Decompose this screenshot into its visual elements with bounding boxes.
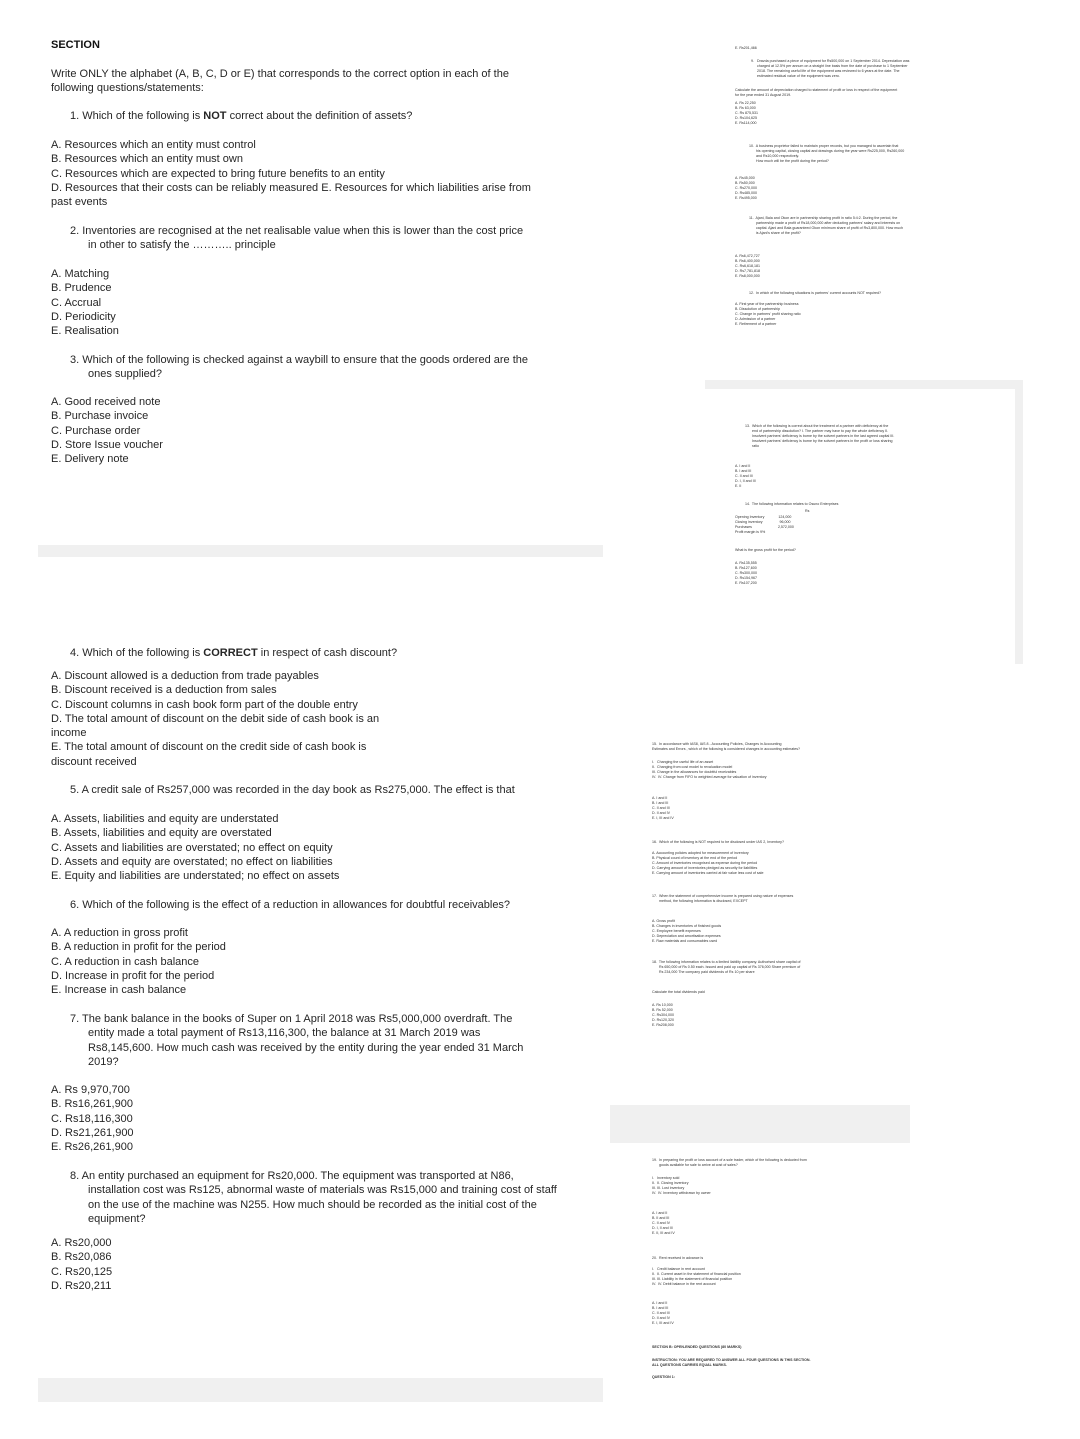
option: C. A reduction in cash balance [51,955,199,968]
question-7: 7. The bank balance in the books of Super on 1 April 2018 was Rs5,000,000 overdraft. The entity made a total payment of Rs13,116,300, the balance at 31 March 2019 was Rs8,145,600. How much cash was received by the entity during the year ended 31 March 2019? [70,1013,524,1068]
option: E. Equity and liabilities are understated; no effect on assets [51,870,340,883]
q5-options [51,812,339,883]
q20-options: A. I and II B. I and III C. II and III D. II and IV E. I, III and IV [652,1301,674,1326]
q14-data-rows: Opening Inventory 124,000 Closing inventory 96,000 Purchases 2,572,000 Profit margin is 9% [735,515,794,535]
option: D. Rs20,211 [51,1279,112,1292]
option: D. Resources that their costs can be reliably measured E. Resources for which liabilities arise from [51,181,531,194]
option: B. Discount received is a deduction from sales [51,684,277,697]
right-page-3 [610,720,910,1105]
question-18-prompt: Calculate the total dividends paid [652,990,705,994]
question-4: 4. Which of the following is CORRECT in respect of cash discount? [70,647,398,659]
option: E. Delivery note [51,453,129,466]
q8-options [51,1236,112,1293]
question-9-prompt: Calculate the amount of depreciation charged to statement of profit or loss in respect of the equipment for the year ended 31 August 2019. [735,88,898,98]
question-11: 11. Ajani, Bala and Okon are in partnership sharing profit in ratio 5:4:2. During the period, the partnership made a profit of Rs18,000,000 after deducting partners' salary and interests on capital. Ajani and Bala guaranteed Okon minimum share of profit of Rs3,800,000. How much is Ajani's share of the profit? [749,216,904,236]
section-title: SECTION [51,39,100,51]
instruction-line: Write ONLY the alphabet (A, B, C, D or E) that corresponds to the correct option in each of the [51,68,509,80]
option: B. Assets, liabilities and equity are overstated [51,827,272,840]
option: A. Assets, liabilities and equity are understated [51,813,279,825]
option: E. Increase in cash balance [51,984,187,997]
page-separator [705,380,1023,389]
option: past events [51,196,108,209]
option: A. A reduction in gross profit [51,927,188,939]
option: B. Purchase invoice [51,410,149,423]
option: C. Discount columns in cash book form part of the double entry [51,698,358,711]
question-9: 9. Dravda purchased a piece of equipment for Rs500,000 on 1 September 2014. Depreciation was charged at 12.5% per annum on a straight line basis from the date of purchase to 1 September 2018. The remaining useful life of the equipment was reviewed to 6 years at the date. The estimated residual value of the equipment was zero. [751,59,910,79]
question-14: 14. The following information relates to Osuno Enterprises [745,502,839,506]
answer-option: E. Rs201,466 [735,46,757,50]
question-13: 13. Which of the following is correct about the treatment of a partner with deficiency at the end of partnership dissolution? I. The partner may have to pay the whole deficiency II. Insolvent partners' deficiency is borne by the solvent partners in the last agreed capital III. Insolvent partners' deficiency is borne by the solvent partners in the profit or loss sharing ratio [745,424,895,449]
q16-options: A. Accounting policies adopted for measurement of inventory B. Physical count of inventory at the end of the period C. Amount of inventories recognised as expense during the period D. Carrying amount of inventories pledged as security for liabilities E. Carrying amount of inventories carried at fair value less cost of sale [652,851,764,876]
section-b-instruction: ALL QUESTIONS CARRIES EQUAL MARKS. [652,1363,727,1367]
q3-options [51,395,163,466]
option: C. Rs18,116,300 [51,1112,133,1125]
option: A. Discount allowed is a deduction from trade payables [51,670,319,682]
option: E. The total amount of discount on the credit side of cash book is [51,741,367,754]
question-1: 1. Which of the following is NOT correct about the definition of assets? [70,110,413,122]
option: B. Resources which an entity must own [51,153,243,166]
q1-options [51,138,531,209]
question-20: 20. Rent received in advance is [652,1256,704,1260]
q20-items: I. Credit balance in rent account II. II. Current asset in the statement of financial position III. III. Liability in the statement of financial position IV. IV. Debit balance in the rent account [652,1267,741,1287]
question-5: 5. A credit sale of Rs257,000 was recorded in the day book as Rs275,000. The effect is that [70,784,515,796]
option: B. Rs16,261,900 [51,1098,133,1111]
option: A. Resources which an entity must control [51,139,256,151]
option: D. The total amount of discount on the debit side of cash book is an [51,712,380,725]
page-separator [1015,380,1023,664]
option: discount received [51,755,137,768]
q19-items: I. Inventory sold II. II. Closing inventory III. III. Lost inventory IV. IV. Inventory withdrawn by owner [652,1176,711,1196]
option: C. Accrual [51,296,102,309]
q2-options [51,267,119,338]
question-2: 2. Inventories are recognised at the net realisable value when this is lower than the cost price in other to satisfy the ……….. principle [70,225,524,252]
option: C. Rs20,125 [51,1265,113,1278]
option: B. A reduction in profit for the period [51,941,226,954]
q11-options: A. Rs6,472,727 B. Rs6,400,000 C. Rs6,618,181 D. Rs7,781,818 E. Rs8,000,000 [735,254,760,279]
q13-options: A. I and II B. I and III C. II and III D. I, II and III E. II [735,464,756,489]
q18-options: A. Rs 10,000 B. Rs 52,000 C. Rs304,000 D. Rs120,320 E. Rs208,000 [652,1003,674,1028]
option: C. Assets and liabilities are overstated; no effect on equity [51,841,333,854]
option: A. Good received note [51,396,161,408]
option: D. Increase in profit for the period [51,969,215,982]
option: C. Purchase order [51,424,141,437]
q15-items: I. Changing the useful life of an asset II. Changing from cost model to revaluation model III. Change in the allowances for doubtful receivables IV. IV. Change from FIFO to weighted average for valuation of inventory [652,760,767,780]
option: income [51,727,87,740]
question-12: 12. In which of the following situations is partners' current accounts NOT required? [749,291,882,295]
q12-options: A. First year of the partnership business B. Dissolution of partnership C. Change in partners' profit sharing ratio D. Admission of a partner E. Retirement of a partner [735,302,801,327]
question-6: 6. Which of the following is the effect of a reduction in allowances for doubtful receivables? [70,899,511,911]
option: E. Rs26,261,900 [51,1141,133,1154]
q15-options: A. I and II B. I and III C. II and III D. II and IV E. I, III and IV [652,796,674,821]
option: B. Prudence [51,282,112,295]
question-18: 18. The following information relates to a limited liability company. Authorised share capital of Rs 650,000 of Rs 0.50 each. Issued and paid up capital of Rs 376,000 Share premium of Rs 234,000 The company paid dividends of Rs 10 per share [652,960,801,975]
option: A. Rs20,000 [51,1237,112,1249]
option: D. Periodicity [51,310,116,323]
instruction-line: following questions/statements: [51,82,204,94]
question-1-heading: QUESTION 1: [652,1375,675,1379]
q17-options: A. Gross profit B. Changes in inventories of finished goods C. Employee benefit expenses D. Depreciation and amortisation expenses E. Raw materials and consumables used [652,919,722,944]
question-3: 3. Which of the following is checked against a waybill to ensure that the goods ordered are the ones supplied? [70,354,528,381]
option: D. Rs21,261,900 [51,1126,134,1139]
option: C. Resources which are expected to bring future benefits to an entity [51,167,385,180]
q4-options [51,669,379,769]
question-14-prompt: What is the gross profit for the period? [735,548,796,552]
section-b-title: SECTION B: OPEN-ENDED QUESTIONS (80 MARKS) [652,1345,742,1349]
option: A. Rs 9,970,700 [51,1084,130,1096]
right-page-4 [610,1143,910,1388]
q6-options [51,926,226,997]
question-15: 15. In accordance with IAS8, IAS 8 - Accounting Policies, Changes in Accounting Estimates and Errors , which of the following is considered changes in accounting estimates? [652,742,801,752]
q7-options [51,1083,134,1154]
q14-currency: Rs [805,509,810,513]
option: A. Matching [51,268,110,280]
question-8: 8. An entity purchased an equipment for Rs20,000. The equipment was transported at N86, installation cost was Rs125, abnormal waste of materials was Rs15,000 and training cost of staff on the use of the machine was N255. How much should be recorded as the initial cost of the equipment? [70,1170,557,1225]
option: D. Store Issue voucher [51,438,163,451]
question-16: 16. Which of the following is NOT required to be disclosed under IAS 2, Inventory? [652,840,784,844]
right-page-2 [705,389,1015,664]
option: D. Assets and equity are overstated; no effect on liabilities [51,855,333,868]
right-page-1 [705,40,1023,380]
section-b-instruction: INSTRUCTION: YOU ARE REQUIRED TO ANSWER ALL FOUR QUESTIONS IN THIS SECTION. [652,1358,811,1362]
question-10: 10. A business proprietor failed to maintain proper records, but you managed to ascertain that his opening capital, closing capital and drawings during the year were Rs225,000, Rs260,000 and Rs10,000 respectively. How much will be the profit during the period? [749,144,905,164]
q14-options: A. Rs135,555 B. Rs127,600 C. Rs300,000 D. Rs154,967 E. Rs107,200 [735,561,757,586]
q10-options: A. Rs45,000 B. Rs50,000 C. Rs270,000 D. Rs485,000 E. Rs495,000 [735,176,757,201]
page-separator [610,1105,910,1143]
option: E. Realisation [51,325,119,338]
q19-options: A. I and II B. II and III C. II and IV D. I, II and III E. II, III and IV [652,1211,675,1236]
q9-options: A. Rs 22,250 B. Rs 63,000 C. Rs 875,531 D. Rs104,625 E. Rs114,000 [735,101,758,126]
question-19: 19. In preparing the profit or loss account of a sole trader, which of the following is deducted from goods available for sale to arrive at cost of sales? [652,1158,807,1168]
question-17: 17. When the statement of comprehensive income is prepared using nature of expenses method, the following information is disclosed, EXCEPT [652,894,794,904]
option: B. Rs20,086 [51,1251,112,1264]
